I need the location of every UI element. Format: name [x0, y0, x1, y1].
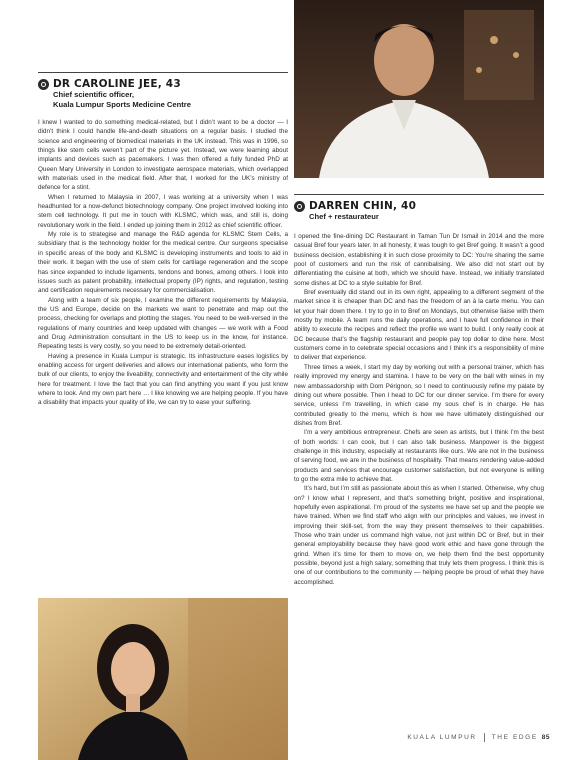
paragraph: Along with a team of six people, I examine the different requirements by Malaysia, the US and Europe, decide on the markets we want to penetrate and map out the process, checking for overlaps and plotting the stages. You need to be well-versed in the regulations of many countries and keep updated with changes — we work with a Food and Drug Administration consultant in the US to keep us in the know, for instance. Repeating tests is very costly, so you need to be extremely detail-oriented. [38, 296, 288, 351]
person-organisation: Kuala Lumpur Sports Medicine Centre [53, 100, 191, 109]
paragraph: I’m a very ambitious entrepreneur. Chefs are seen as artists, but I think I’m the best of both worlds: I can cook, but I can also talk business. Manpower is the biggest challenge in this industry, especially at restaurants like ours. We are not in the business of serving food, we are in the business of hospitality. That means rendering value-added products and services that encourage customer satisfaction, but not everyone is willing to go the extra mile to achieve that. [294, 429, 544, 483]
portrait-photo-darren [294, 0, 544, 178]
footer-separator [484, 733, 485, 742]
paragraph: I knew I wanted to do something medical-related, but I didn’t want to be a doctor — I didn’t think I could handle life-and-death situations on a regular basis. I studied the science and engineering of biomedical materials in the UK instead. This was in 1996, so things like stem cells weren’t part of the picture yet. Instead, we were learning about implants and devices such as pacemakers. I was then offered a fully funded PhD at Queen Mary University in London to investigate aerospace materials, which overlapped with materials used in the medical field. After that, I worked for the UK’s ministry of defence for a stint. [38, 119, 288, 192]
person-name: DR CAROLINE JEE, 43 [53, 78, 181, 90]
person-name: DARREN CHIN, 40 [309, 200, 417, 212]
section-divider [294, 194, 544, 195]
footer-city: KUALA LUMPUR [407, 734, 477, 741]
paragraph: It’s hard, but I’m still as passionate about this as when I started. Otherwise, why chug on? I know what I represent, and that’s something bright, positive and inspirational, hopefully even aspirational. I’m proud of the systems we have set up and the people we have trained. When we find staff who align with our principles and values, we invest in improving their skill-set, from the way they present themselves to their capabilities. Those who train under us command high value, not just within DC or Bref, but in their general employability because they have good work ethic and have gone through the grind. When it’s time for them to move on, we help them find the best opportunity possible, beyond just a high salary, something that truly lets them progress. I think this is one of our contributions to the community — helping people be proud of what they have accomplished. [294, 485, 544, 586]
person-role: Chief scientific officer, [53, 90, 135, 99]
paragraph: When I returned to Malaysia in 2007, I was working at a university when I was headhunted for a now-defunct biotechnology company. One project involved looking into stem cell technology. It put me in touch with KLSMC, which was, and still is, doing revolutionary work in the field. I ended up joining them in 2012 as chief scientific officer. [38, 193, 288, 229]
camera-icon [38, 79, 49, 90]
profile-darren-chin [294, 0, 544, 587]
portrait-illustration [294, 0, 544, 178]
portrait-illustration [38, 598, 288, 760]
paragraph: My role is to strategise and manage the R&D agenda for KLSMC Stem Cells, a subsidiary that is the technology holder for the medical centre. Our surgeons specialise in specific areas of the body and KLSMC is developing instruments and tools to aid in their work. It began with the use of stem cells for cartilage regeneration and the scope has since expanded to include ligaments, tendons and bones, among others. I look into issues such as patent probability, intellectual property (IP) rights, and regulation, testing and certification requirements necessary for commercialisation. [38, 231, 288, 295]
paragraph: I opened the fine-dining DC Restaurant in Taman Tun Dr Ismail in 2014 and the more casual Bref four years later. In all honesty, it was tough to get Bref going. It wasn’t a good business decision, establishing it in such close proximity to DC: You’re sharing the same pool of customers and run the risk of cannibalising. We also did not start out by differentiating the cuisine at both, which we should have. Instead, we initially translated some dishes at DC to a style suitable for Bref. [294, 233, 544, 287]
paragraph: Three times a week, I start my day by working out with a personal trainer, which has really improved my energy and stamina. I have to be very on the ball with wines in my new ambassadorship with Dom Pérignon, so I need to continuously refine my palate by dining out where possible. Then I head to DC for our dinner service. I’m there for every service, unless I’m travelling, in which case my sous chef is in charge. He has contributed greatly to the menu, which is how we have ultimately distinguished our dishes from Bref. [294, 363, 544, 427]
profile-caroline-jee [38, 0, 288, 408]
person-role: Chef + restaurateur [309, 212, 379, 221]
paragraph: Having a presence in Kuala Lumpur is strategic. Its infrastructure eases logistics by enabling access for urgent deliveries and allows our international patients, who form the bulk of our clients, to enjoy the liveability, connectivity and entertainment of the city while here for treatment. I love the fact that you can find anything you want if you just know where to look. And my own part here … I like knowing we are helping people. If you have a disability that impacts your quality of life, we can try to ease your suffering. [38, 352, 288, 407]
article-body [38, 118, 288, 408]
page-number: 85 [541, 734, 550, 741]
section-divider [38, 72, 288, 73]
name-bar [38, 78, 288, 90]
paragraph: Bref eventually did stand out in its own right, appealing to a different segment of the market since it is cheaper than DC and has the freedom of an à la carte menu. You can let your hair down there. I try to go in to Bref on Mondays, but otherwise liaise with them mostly by mobile. A team runs the daily operations, and I have full confidence in their ability to execute the recipes and reflect the profile we want to build. I only really cook at DC because that’s the flagship restaurant and people pay top dollar to dine here. Most customers come in to celebrate special occasions and I think it’s a responsibility of mine to deliver that experience. [294, 289, 544, 362]
portrait-photo-caroline [38, 598, 288, 760]
page-footer [407, 733, 550, 742]
camera-icon [294, 201, 305, 212]
name-bar [294, 200, 544, 212]
article-body [294, 232, 544, 587]
footer-publication: THE EDGE [491, 734, 538, 741]
